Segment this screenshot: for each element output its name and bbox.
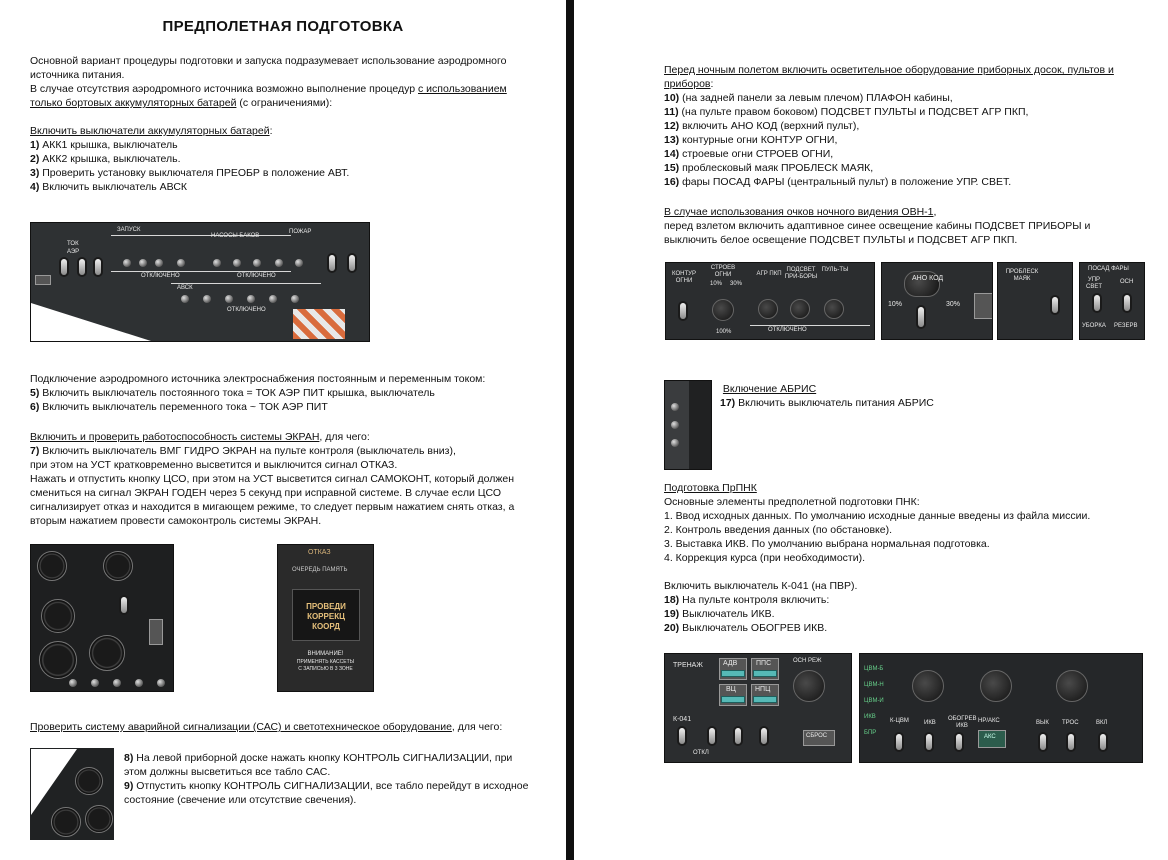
mayak-label: ПРОБЛЕСК МАЯК <box>1005 269 1039 282</box>
toggle-switch <box>121 597 127 613</box>
ano-panel-image <box>881 262 993 340</box>
switch-knob <box>233 259 241 267</box>
status-lamp <box>753 670 777 677</box>
pk-label: ОБОГРЕВ ИКВ <box>948 716 977 729</box>
prpnk-k041: Включить выключатель К-041 (на ПВР). <box>664 580 858 592</box>
pk-label: ЦВМ-Н <box>864 682 884 688</box>
item-number: 14) <box>664 148 680 160</box>
panel-line <box>171 283 321 284</box>
toggle-switch <box>956 734 962 750</box>
pk-label: ВКЛ <box>1096 720 1108 726</box>
item-text: проблесковый маяк ПРОБЛЕСК МАЯК, <box>679 162 874 174</box>
intro-line: Основной вариант процедуры подготовки и запуска подразумевает использование аэродромного <box>30 55 507 67</box>
aks-label: АКС <box>984 734 996 740</box>
rotary-knob <box>912 670 944 702</box>
list-item <box>30 166 550 180</box>
ekran-heading <box>30 430 550 444</box>
ekran-msg: ПРОВЕДИ <box>306 602 346 611</box>
panel-label: 10% <box>710 281 723 287</box>
item-number: 1) <box>30 139 40 151</box>
item-number: 4) <box>30 181 40 193</box>
item-text: фары ПОСАД ФАРЫ (центральный пульт) в положение УПР. СВЕТ. <box>679 176 1012 188</box>
rotary-knob <box>758 299 778 319</box>
item-text: Выключатель ОБОГРЕВ ИКВ. <box>679 622 828 634</box>
item-text: Включить выключатель питания АБРИС <box>735 397 934 409</box>
panel-label: ОТКЛЮЧЕНО <box>141 273 180 279</box>
list-item <box>720 396 1140 410</box>
pk-label: ТРОС <box>1062 720 1079 726</box>
rotary-knob <box>790 299 810 319</box>
posad-upr: УПР СВЕТ <box>1085 277 1102 290</box>
battery-heading-text: Включить выключатели аккумуляторных батарей <box>30 125 270 137</box>
item-text: АКК1 крышка, выключатель <box>39 139 178 151</box>
rotary-knob <box>824 299 844 319</box>
left-page <box>0 0 566 860</box>
gauge-icon <box>75 767 103 795</box>
posad-ubor: УБОРКА <box>1082 323 1106 329</box>
status-lamp <box>721 696 745 703</box>
board-cutout <box>31 749 77 815</box>
toggle-switch <box>1052 297 1058 313</box>
panel-button <box>149 619 163 645</box>
pk-label: К-ЦВМ <box>890 718 909 724</box>
panel-label: 100% <box>716 329 732 335</box>
panel-label: АЭР <box>67 249 80 255</box>
item-number: 13) <box>664 134 680 146</box>
ovn-line: выключить белое освещение ПОДСВЕТ ПУЛЬТЫ и ПОДСВЕТ АГР ПКП. <box>664 234 1018 246</box>
switch-knob <box>203 295 211 303</box>
item-number: 6) <box>30 401 40 413</box>
item-text: Включить выключатель ВМГ ГИДРО ЭКРАН на пульте контроля (выключатель вниз), <box>39 445 456 457</box>
ekran-msg: КОРРЕКЦ <box>307 612 345 621</box>
list-item-cont: состояние (свечение или отсутствие свечения). <box>124 794 357 806</box>
prpnk-line: Основные элементы предполетной подготовки ПНК: <box>664 496 920 508</box>
abris-heading-text: Включение АБРИС <box>722 383 817 395</box>
battery-block <box>30 124 550 194</box>
panel-button <box>35 275 51 285</box>
item-text: контурные огни КОНТУР ОГНИ, <box>679 134 838 146</box>
switch-knob <box>69 679 77 687</box>
switch-knob <box>269 295 277 303</box>
ground-line: Подключение аэродромного источника электроснабжения постоянным и переменным током: <box>30 373 486 385</box>
right-page <box>574 0 1168 860</box>
toggle-switch <box>1040 734 1046 750</box>
rotary-knob <box>712 299 734 321</box>
intro-text: (с ограничениями): <box>236 97 333 109</box>
panel-label: ОТКЛЮЧЕНО <box>768 327 807 333</box>
list-item <box>664 621 1154 635</box>
ovn-heading-text: В случае использования очков ночного видения ОВН-1 <box>664 206 934 218</box>
item-text: Выключатель ИКВ. <box>679 608 775 620</box>
night-heading-text: Перед ночным полетом включить осветительное оборудование приборных досок, пультов и <box>664 64 1114 76</box>
item-number: 20) <box>664 622 680 634</box>
panel-label: КОНТУР ОГНИ <box>672 271 696 284</box>
abris-block <box>720 382 1140 410</box>
prpnk-line: 1. Ввод исходных данных. По умолчанию исходные данные введены из файла миссии. <box>664 510 1091 522</box>
posad-label: ПОСАД ФАРЫ <box>1088 266 1129 272</box>
item-text: Отпустить кнопку КОНТРОЛЬ СИГНАЛИЗАЦИИ, все табло перейдут в исходное <box>133 780 529 792</box>
status-lamp <box>753 696 777 703</box>
switch-knob <box>177 259 185 267</box>
switch-knob <box>181 295 189 303</box>
list-item <box>30 444 550 458</box>
ekran-warning: ВНИМАНИЕ! <box>307 651 344 657</box>
gauge-icon <box>85 805 113 833</box>
list-item <box>664 175 1144 189</box>
rotary-knob <box>980 670 1012 702</box>
control-panel-image <box>30 544 174 692</box>
switch-knob <box>155 259 163 267</box>
item-number: 12) <box>664 120 680 132</box>
intro-line <box>30 96 550 110</box>
prpnk-line: 4. Коррекция курса (при необходимости). <box>664 552 865 564</box>
list-item <box>664 105 1144 119</box>
list-item <box>30 400 550 414</box>
panel-label: ПУЛЬ-ТЫ <box>821 267 849 273</box>
toggle-switch <box>1094 295 1100 311</box>
intro-text: В случае отсутствия аэродромного источника возможно выполнение процедур <box>30 83 419 95</box>
panel-label: ЗАПУСК <box>117 227 141 233</box>
item-number: 18) <box>664 594 680 606</box>
night-heading <box>664 77 1144 91</box>
battery-heading <box>30 124 550 138</box>
list-item <box>664 91 1144 105</box>
switch-knob <box>247 295 255 303</box>
list-item <box>30 138 550 152</box>
abris-heading <box>720 382 1140 396</box>
hazard-cover <box>293 309 345 339</box>
sas-heading <box>30 720 550 734</box>
ovn-line: перед взлетом включить адаптивное синее освещение кабины ПОДСВЕТ ПРИБОРЫ и <box>664 220 1091 232</box>
item-text: (на задней панели за левым плечом) ПЛАФОН кабины, <box>679 92 953 104</box>
item-text: На пульте контроля включить: <box>679 594 830 606</box>
toggle-switch <box>896 734 902 750</box>
toggle-switch <box>735 728 741 744</box>
pvr-label: ОСН РЕЖ <box>793 658 822 664</box>
item-text: На левой приборной доске нажать кнопку КОНТРОЛЬ СИГНАЛИЗАЦИИ, при <box>133 752 513 764</box>
item-number: 7) <box>30 445 40 457</box>
ano-left: 10% <box>888 301 903 308</box>
prpnk-heading <box>664 481 1154 495</box>
lights-panel-image <box>665 262 875 340</box>
instrument-board-image <box>30 748 114 840</box>
ekran-block <box>30 430 550 528</box>
ekran-heading-tail: , для чего: <box>319 431 370 443</box>
panel-label: ПОДСВЕТ ПРИ-БОРЫ <box>784 267 818 280</box>
pk-label: НР/АКС <box>978 718 1000 724</box>
night-block <box>664 63 1144 189</box>
toggle-switch <box>61 259 67 275</box>
item-text: включить АНО КОД (верхний пульт), <box>679 120 860 132</box>
item-text: Включить выключатель постоянного тока = ТОК АЭР ПИТ крышка, выключатель <box>39 387 435 399</box>
pvr-label: СБРОС <box>806 733 828 739</box>
pk-label: ИКВ <box>864 714 876 720</box>
ekran-line: при этом на УСТ кратковременно высветится и выключится сигнал ОТКАЗ. <box>30 459 398 471</box>
panel-line <box>111 235 291 236</box>
panel-line <box>111 271 291 272</box>
ekran-warning: С ЗАПИСЬЮ В 3 ЗОНЕ <box>298 666 353 672</box>
panel-label: ПОЖАР <box>289 229 312 235</box>
pvr-label: ОТКЛ <box>693 750 709 756</box>
panel-cutout <box>31 303 151 341</box>
electrical-panel-image <box>30 222 370 342</box>
toggle-switch <box>349 255 355 271</box>
switch-knob <box>291 295 299 303</box>
toggle-switch <box>1068 734 1074 750</box>
switch-knob <box>91 679 99 687</box>
ekran-display <box>292 589 360 641</box>
item-number: 15) <box>664 162 680 174</box>
intro-underlined: с использованием <box>418 83 507 95</box>
pvr-label: К-041 <box>673 716 692 723</box>
toggle-switch <box>1100 734 1106 750</box>
night-heading <box>664 63 1144 77</box>
switch-knob <box>253 259 261 267</box>
intro-block <box>30 54 550 110</box>
ano-right: 30% <box>946 301 961 308</box>
pvr-label: НПЦ <box>755 686 771 693</box>
mayak-panel-image <box>997 262 1073 340</box>
pvr-label: ТРЕНАЖ <box>673 662 703 669</box>
panel-button <box>974 293 993 319</box>
ekran-line: Нажать и отпустить кнопку ЦСО, при этом на УСТ высветится сигнал САМОКОНТ, который должен <box>30 473 515 485</box>
list-item <box>664 119 1144 133</box>
sas-items-block <box>124 751 544 807</box>
item-text: Включить выключатель переменного тока ~ ТОК АЭР ПИТ <box>39 401 328 413</box>
prpnk-spacer <box>664 565 1154 579</box>
status-lamp <box>721 670 745 677</box>
gauge-icon <box>37 551 67 581</box>
panel-label: ОТКЛЮЧЕНО <box>227 307 266 313</box>
intro-underlined: только бортовых аккумуляторных батарей <box>30 97 237 109</box>
item-number: 19) <box>664 608 680 620</box>
pvr-label: АДВ <box>723 660 738 667</box>
ekran-ochered-label: ОЧЕРЕДЬ ПАМЯТЬ <box>292 567 348 573</box>
item-number: 5) <box>30 387 40 399</box>
ekran-line: сигнализирует отказ и находится в мигающем режиме, то следует первым нажатием снять отказ, а <box>30 501 515 513</box>
posad-panel-image <box>1079 262 1145 340</box>
toggle-switch <box>761 728 767 744</box>
toggle-switch <box>680 303 686 319</box>
ovn-heading-tail: , <box>933 206 937 218</box>
panel-label: ТОК <box>67 241 79 247</box>
gauge-icon <box>89 635 125 671</box>
pk-label: ЦВМ-Б <box>864 666 884 672</box>
list-item <box>30 386 550 400</box>
sas-heading-text: Проверить систему аварийной сигнализации (САС) и светотехническое оборудование <box>30 721 452 733</box>
panel-label: 30% <box>730 281 743 287</box>
list-item <box>124 751 544 765</box>
ekran-line: смениться на сигнал ЭКРАН ГОДЕН через 5 секунд при исправной системе. В случае если ЦСО <box>30 487 502 499</box>
item-text: (на пульте правом боковом) ПОДСВЕТ ПУЛЬТЫ и ПОДСВЕТ АГР ПКП, <box>678 106 1029 118</box>
ovn-block <box>664 205 1154 247</box>
ano-label: АНО КОД <box>912 275 944 282</box>
switch-knob <box>123 259 131 267</box>
night-heading-text: приборов <box>664 78 711 90</box>
toggle-switch <box>679 728 685 744</box>
item-number: 3) <box>30 167 40 179</box>
posad-rez: РЕЗЕРВ <box>1114 323 1138 329</box>
list-item <box>30 152 550 166</box>
item-text: Включить выключатель АВСК <box>39 181 188 193</box>
switch-knob <box>295 259 303 267</box>
switch-knob <box>671 439 679 447</box>
page-divider <box>566 0 574 860</box>
night-heading-colon: : <box>710 78 714 90</box>
prpnk-block <box>664 481 1154 635</box>
sas-heading-block <box>30 720 550 734</box>
panel-line <box>750 325 870 326</box>
switch-knob <box>671 421 679 429</box>
item-number: 16) <box>664 176 680 188</box>
pk-label: ВЫК <box>1036 720 1049 726</box>
switch-knob <box>113 679 121 687</box>
item-text: АКК2 крышка, выключатель. <box>39 153 181 165</box>
switch-knob <box>213 259 221 267</box>
switch-knob <box>135 679 143 687</box>
rotary-knob <box>1056 670 1088 702</box>
toggle-switch <box>926 734 932 750</box>
item-text: Проверить установку выключателя ПРЕОБР в положение АВТ. <box>39 167 350 179</box>
pk-panel-image <box>859 653 1143 763</box>
pk-label: БПР <box>864 730 877 736</box>
switch-knob <box>225 295 233 303</box>
list-item <box>30 180 550 194</box>
sas-heading-tail: , для чего: <box>451 721 503 733</box>
ekran-otkaz-label: ОТКАЗ <box>308 549 331 556</box>
intro-line <box>30 82 550 96</box>
mode-knob <box>793 670 825 702</box>
panel-label: АГР ПКП <box>756 271 782 277</box>
pvr-label: ВЦ <box>726 686 736 693</box>
intro-line: источника питания. <box>30 69 125 81</box>
list-item <box>664 607 1154 621</box>
toggle-switch <box>1124 295 1130 311</box>
ekran-line: вторым нажатием провести самоконтроль системы ЭКРАН. <box>30 515 322 527</box>
prpnk-line: 2. Контроль введения данных (по обстановке). <box>664 524 892 536</box>
pvr-label: ППС <box>756 660 772 667</box>
toggle-switch <box>329 255 335 271</box>
pvr-panel-image <box>664 653 852 763</box>
item-number: 10) <box>664 92 680 104</box>
page-title: ПРЕДПОЛЕТНАЯ ПОДГОТОВКА <box>162 18 404 35</box>
item-text: строевые огни СТРОЕВ ОГНИ, <box>679 148 834 160</box>
gauge-icon <box>103 551 133 581</box>
list-item <box>124 779 544 793</box>
item-number: 11) <box>664 106 679 118</box>
switch-knob <box>157 679 165 687</box>
switch-knob <box>139 259 147 267</box>
panel-label: СТРОЕВ ОГНИ <box>710 265 736 278</box>
ekran-screen-image <box>277 544 374 692</box>
item-number: 2) <box>30 153 40 165</box>
list-item <box>664 147 1144 161</box>
ground-block <box>30 372 550 414</box>
prpnk-line: 3. Выставка ИКВ. По умолчанию выбрана нормальная подготовка. <box>664 538 990 550</box>
toggle-switch <box>918 307 924 327</box>
list-item <box>664 133 1144 147</box>
abris-bezel <box>689 381 711 469</box>
panel-label: ОТКЛЮЧЕНО <box>237 273 276 279</box>
ekran-msg: КООРД <box>312 622 340 631</box>
toggle-switch <box>95 259 101 275</box>
list-item <box>664 593 1154 607</box>
ekran-warning: ПРИМЕНЯТЬ КАССЕТЫ <box>296 659 355 665</box>
panel-label: АВСК <box>177 285 193 291</box>
item-number: 9) <box>124 780 134 792</box>
toggle-switch <box>79 259 85 275</box>
gauge-icon <box>51 807 81 837</box>
pk-label: ЦВМ-И <box>864 698 884 704</box>
gauge-icon <box>41 599 75 633</box>
ekran-heading-text: Включить и проверить работоспособность системы ЭКРАН <box>30 431 320 443</box>
switch-knob <box>275 259 283 267</box>
pk-label: ИКВ <box>924 720 936 726</box>
item-number: 8) <box>124 752 134 764</box>
toggle-switch <box>709 728 715 744</box>
list-item <box>664 161 1144 175</box>
abris-image <box>664 380 712 470</box>
item-number: 17) <box>720 397 736 409</box>
prpnk-heading-text: Подготовка ПрПНК <box>664 482 757 494</box>
battery-heading-colon: : <box>269 125 273 137</box>
ovn-heading <box>664 205 1154 219</box>
list-item-cont: этом должны высветиться все табло САС. <box>124 766 331 778</box>
gauge-icon <box>39 641 77 679</box>
panel-label: НАСОСЫ БАКОВ <box>211 233 260 239</box>
switch-knob <box>671 403 679 411</box>
posad-osn: ОСН <box>1120 279 1134 285</box>
